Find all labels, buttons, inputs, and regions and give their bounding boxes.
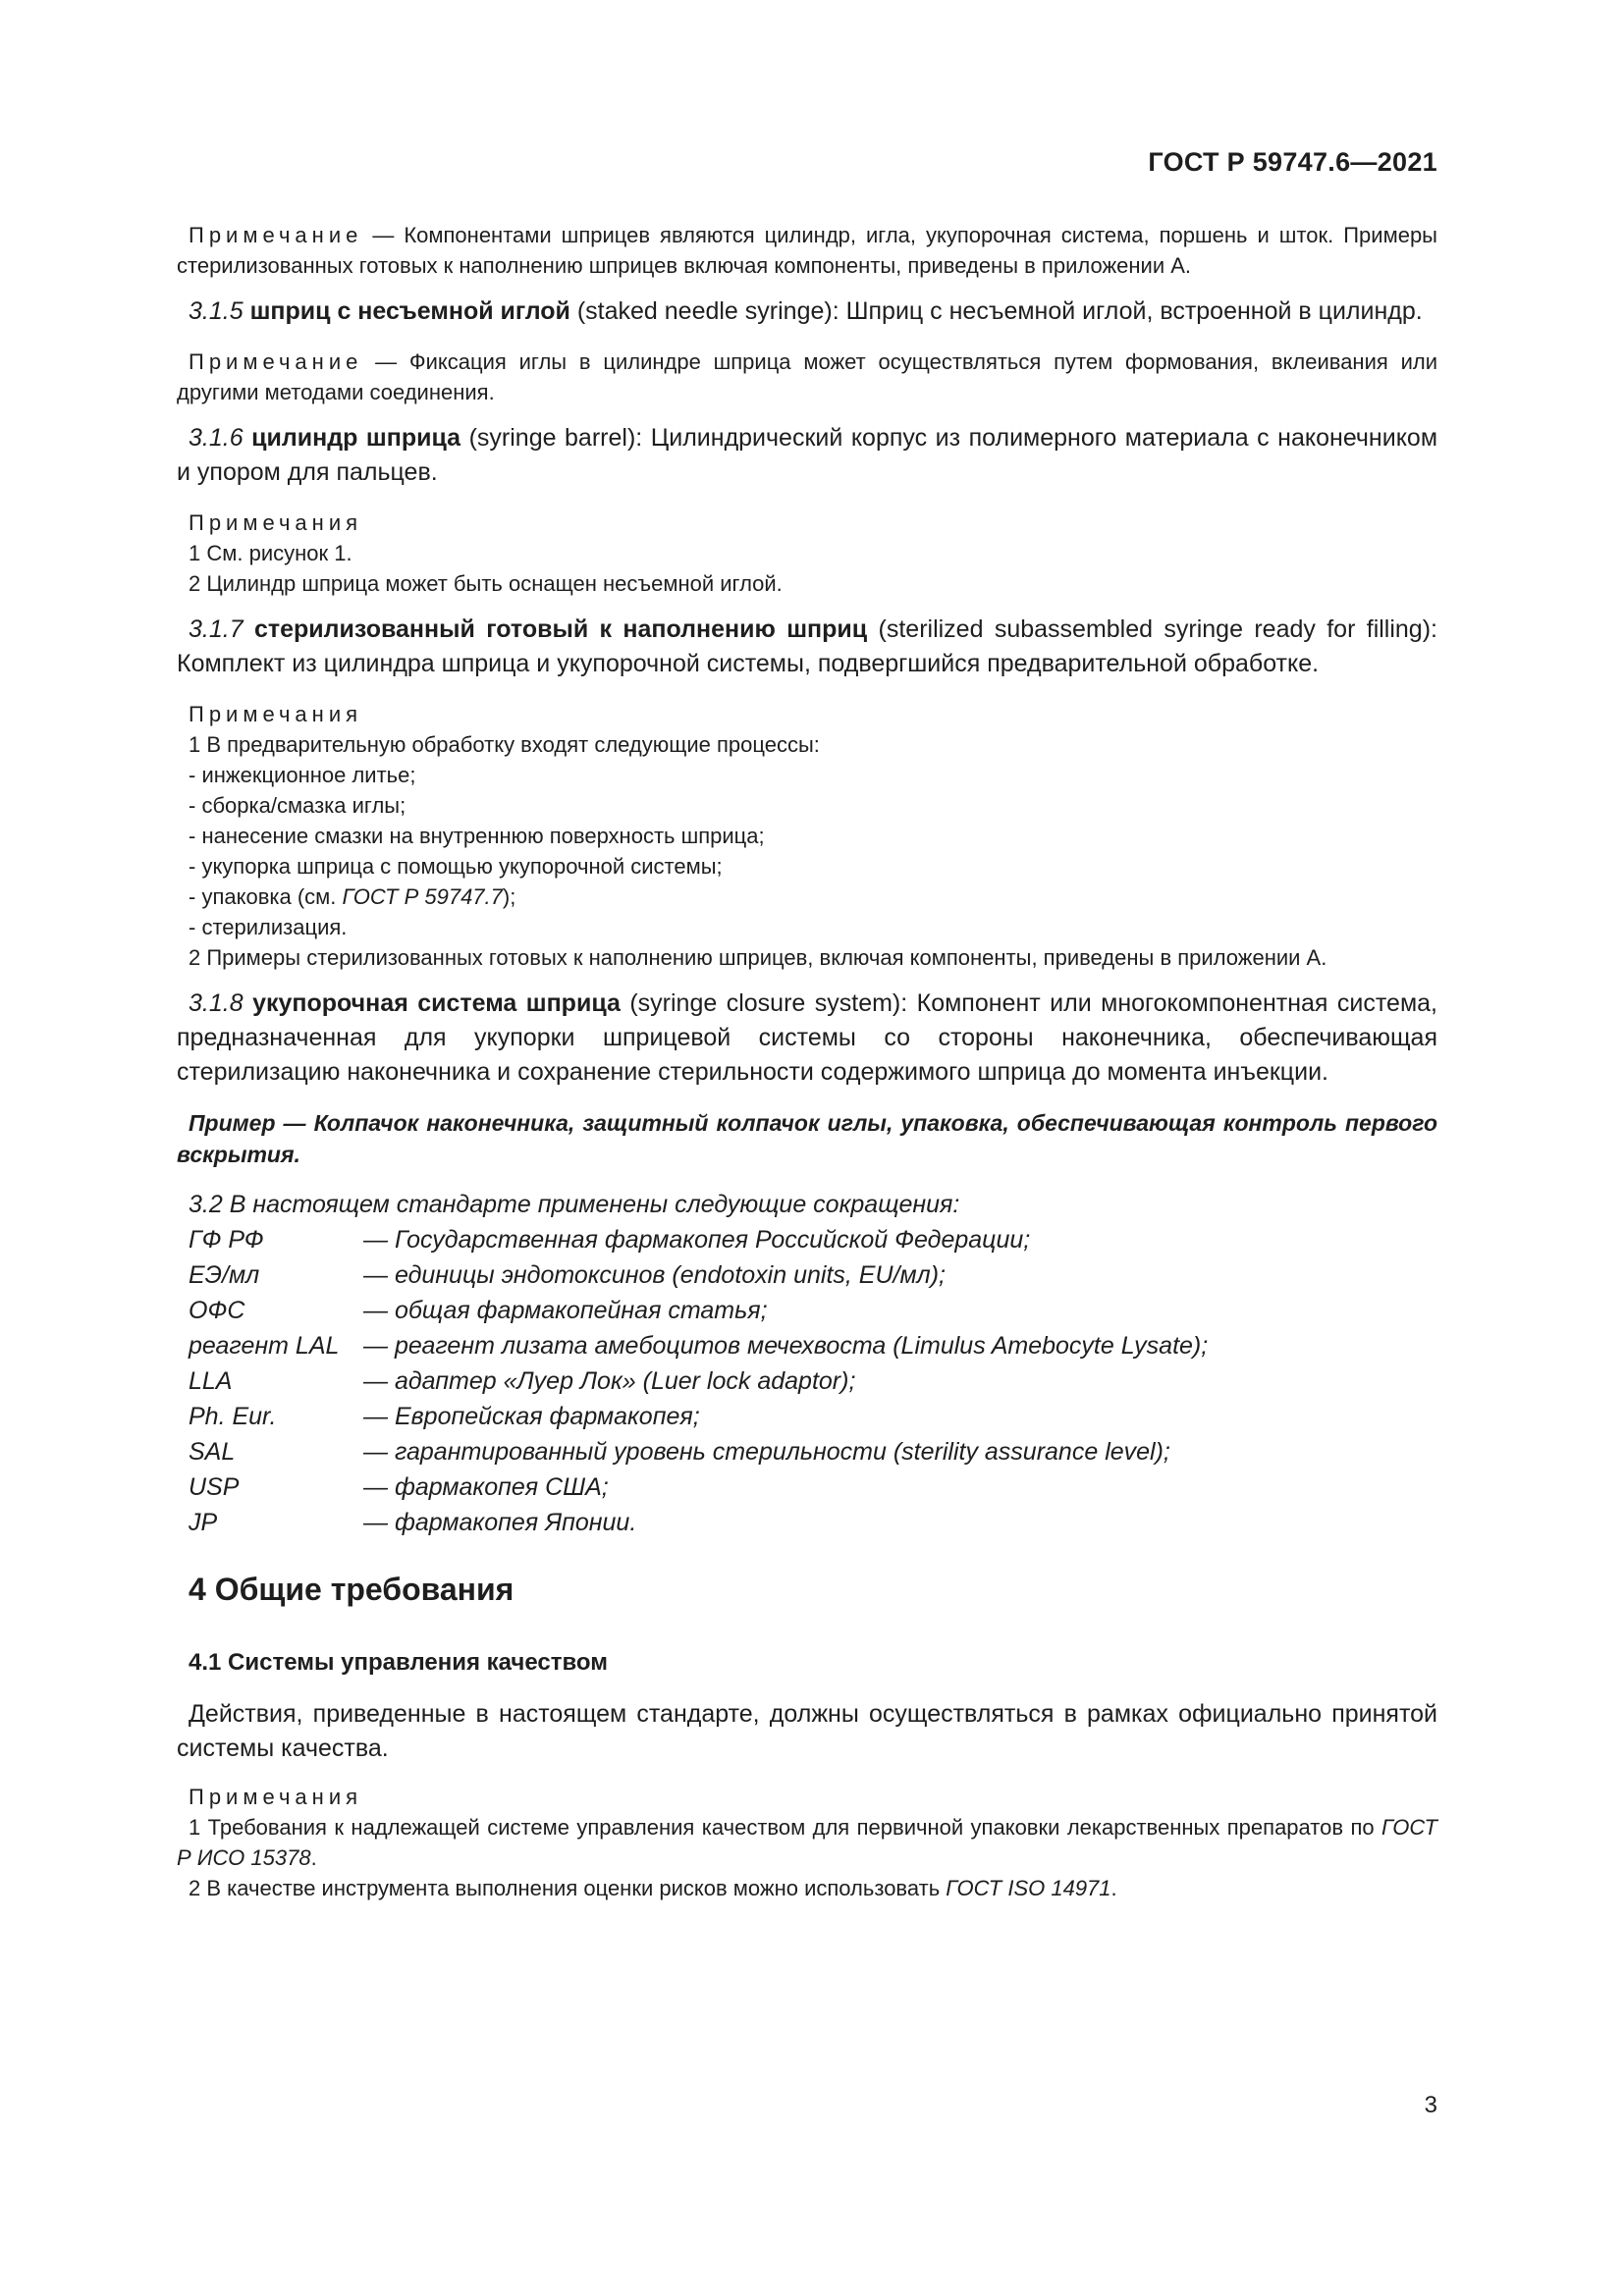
note-list-item-packaging bbox=[177, 881, 1437, 912]
abbreviation-row bbox=[177, 1293, 1437, 1328]
note-item bbox=[177, 1873, 1437, 1903]
abbreviation-definition: — фармакопея Японии. bbox=[363, 1509, 637, 1536]
section-heading: 4 Общие требования bbox=[189, 1572, 514, 1607]
abbreviation-row bbox=[177, 1328, 1437, 1363]
notes-preprocessing bbox=[177, 699, 1437, 973]
abbreviation-row bbox=[177, 1434, 1437, 1469]
note-text: — Фиксация иглы в цилиндре шприца может осуществляться путем формования, вклеивания или другими методами соединения. bbox=[177, 349, 1437, 404]
example-closure: Пример — Колпачок наконечника, защитный колпачок иглы, упаковка, обеспечивающая контроль первого вскрытия. bbox=[177, 1110, 1437, 1167]
abbreviation: ЕЭ/мл bbox=[189, 1261, 260, 1289]
abbreviation-definition: — Государственная фармакопея Российской Федерации; bbox=[363, 1226, 1031, 1254]
note-list-item: - стерилизация. bbox=[189, 915, 348, 939]
abbreviation-row bbox=[177, 1363, 1437, 1399]
abbreviations-intro: 3.2 В настоящем стандарте применены следующие сокращения: bbox=[189, 1191, 960, 1218]
abbreviation-row bbox=[177, 1505, 1437, 1540]
abbreviation: JP bbox=[189, 1509, 218, 1536]
note-item bbox=[177, 942, 1437, 973]
note-list-item: - инжекционное литье; bbox=[189, 763, 416, 787]
term-definition: (syringe closure system): Компонент или многокомпонентная система, предназначенная для укупорки шприцевой системы со стороны наконечника, обеспечивающая стерилизацию наконечника и сохранение стерильности содержимого шприца до момента инъекции. bbox=[177, 989, 1437, 1086]
term-3-1-8 bbox=[177, 987, 1437, 1090]
term-3-1-5 bbox=[177, 294, 1437, 329]
abbreviation: реагент LAL bbox=[189, 1332, 340, 1360]
note-item-end: . bbox=[310, 1845, 317, 1870]
note-needle-fixation bbox=[177, 347, 1437, 407]
note-item: 1 В предварительную обработку входят следующие процессы: bbox=[189, 732, 820, 757]
page-number: 3 bbox=[1424, 2092, 1437, 2118]
abbreviation-definition: — гарантированный уровень стерильности (sterility assurance level); bbox=[363, 1438, 1170, 1466]
abbreviation-row bbox=[177, 1257, 1437, 1293]
abbreviation-definition: — фармакопея США; bbox=[363, 1473, 609, 1501]
term-3-1-7 bbox=[177, 613, 1437, 681]
term-number: 3.1.7 bbox=[189, 615, 244, 643]
subsection-heading: 4.1 Системы управления качеством bbox=[189, 1649, 609, 1676]
abbreviation: USP bbox=[189, 1473, 240, 1501]
abbreviation-definition: — Европейская фармакопея; bbox=[363, 1403, 700, 1430]
note-item: 1 См. рисунок 1. bbox=[189, 541, 352, 565]
term-name: цилиндр шприца bbox=[251, 424, 461, 452]
packaging-text: - упаковка (см. bbox=[189, 884, 343, 909]
note-label: Примечание bbox=[189, 223, 363, 247]
standard-reference: ГОСТ Р ИСО 15378 bbox=[177, 1815, 1437, 1870]
notes-syringe-barrel bbox=[177, 507, 1437, 599]
abbreviation-definition: — единицы эндотоксинов (endotoxin units, EU/мл); bbox=[363, 1261, 946, 1289]
abbreviation: ОФС bbox=[189, 1297, 245, 1324]
abbreviation-row bbox=[177, 1222, 1437, 1257]
note-item-end: . bbox=[1110, 1876, 1117, 1900]
abbreviations-list bbox=[177, 1222, 1437, 1540]
note-label: Примечание bbox=[189, 349, 363, 374]
note-item: 2 Цилиндр шприца может быть оснащен несъемной иглой. bbox=[189, 571, 783, 596]
abbreviation-row bbox=[177, 1399, 1437, 1434]
note-components bbox=[177, 220, 1437, 281]
standard-reference: ГОСТ ISO 14971 bbox=[946, 1876, 1111, 1900]
note-item-text: 2 В качестве инструмента выполнения оценки рисков можно использовать bbox=[189, 1876, 947, 1900]
term-definition: (sterilized subassembled syringe ready for filling): Комплект из цилиндра шприца и укупорочной системы, подвергшийся предварительной обработке. bbox=[177, 615, 1437, 677]
quality-system-paragraph: Действия, приведенные в настоящем стандарте, должны осуществляться в рамках официально принятой системы качества. bbox=[177, 1700, 1437, 1762]
note-list-item: - укупорка шприца с помощью укупорочной системы; bbox=[189, 854, 723, 879]
abbreviation: ГФ РФ bbox=[189, 1226, 264, 1254]
note-list-item: - нанесение смазки на внутреннюю поверхность шприца; bbox=[189, 824, 765, 848]
abbreviation-row bbox=[177, 1469, 1437, 1505]
abbreviation-definition: — общая фармакопейная статья; bbox=[363, 1297, 768, 1324]
term-definition: (syringe barrel): Цилиндрический корпус из полимерного материала с наконечником и упором для пальцев. bbox=[177, 424, 1438, 486]
note-text: — Компонентами шприцев являются цилиндр, игла, укупорочная система, поршень и шток. Примеры стерилизованных готовых к наполнению шприцев включая компоненты, приведены в приложении А. bbox=[177, 223, 1437, 278]
term-definition: (staked needle syringe): Шприц с несъемной иглой, встроенной в цилиндр. bbox=[569, 297, 1423, 325]
term-number: 3.1.5 bbox=[189, 297, 244, 325]
abbreviation-definition: — реагент лизата амебоцитов мечехвоста (Limulus Amebocyte Lysate); bbox=[363, 1332, 1209, 1360]
term-3-1-6 bbox=[177, 421, 1437, 490]
packaging-text-end: ); bbox=[502, 884, 516, 909]
standard-reference: ГОСТ Р 59747.7 bbox=[342, 884, 503, 909]
abbreviation: Ph. Eur. bbox=[189, 1403, 277, 1430]
note-item-text: 2 Примеры стерилизованных готовых к наполнению шприцев, включая компоненты, приведены в приложении А. bbox=[189, 945, 1327, 970]
note-item bbox=[177, 1812, 1437, 1873]
term-name: стерилизованный готовый к наполнению шприц bbox=[253, 615, 868, 643]
notes-quality-system bbox=[177, 1782, 1437, 1903]
term-number: 3.1.6 bbox=[189, 424, 244, 452]
term-name: шприц с несъемной иглой bbox=[249, 297, 570, 325]
term-name: укупорочная система шприца bbox=[252, 989, 621, 1017]
page-content bbox=[177, 220, 1437, 1917]
document-id-header: ГОСТ Р 59747.6—2021 bbox=[1148, 147, 1437, 177]
note-item-text: 1 Требования к надлежащей системе управления качеством для первичной упаковки лекарственных препаратов по bbox=[189, 1815, 1382, 1840]
abbreviation-definition: — адаптер «Луер Лок» (Luer lock adaptor); bbox=[363, 1367, 856, 1395]
term-number: 3.1.8 bbox=[189, 989, 244, 1017]
abbreviation: LLA bbox=[189, 1367, 233, 1395]
note-list-item: - сборка/смазка иглы; bbox=[189, 793, 406, 818]
notes-label: Примечания bbox=[189, 510, 363, 535]
notes-label: Примечания bbox=[189, 1785, 363, 1809]
notes-label: Примечания bbox=[189, 702, 363, 726]
abbreviation: SAL bbox=[189, 1438, 236, 1466]
